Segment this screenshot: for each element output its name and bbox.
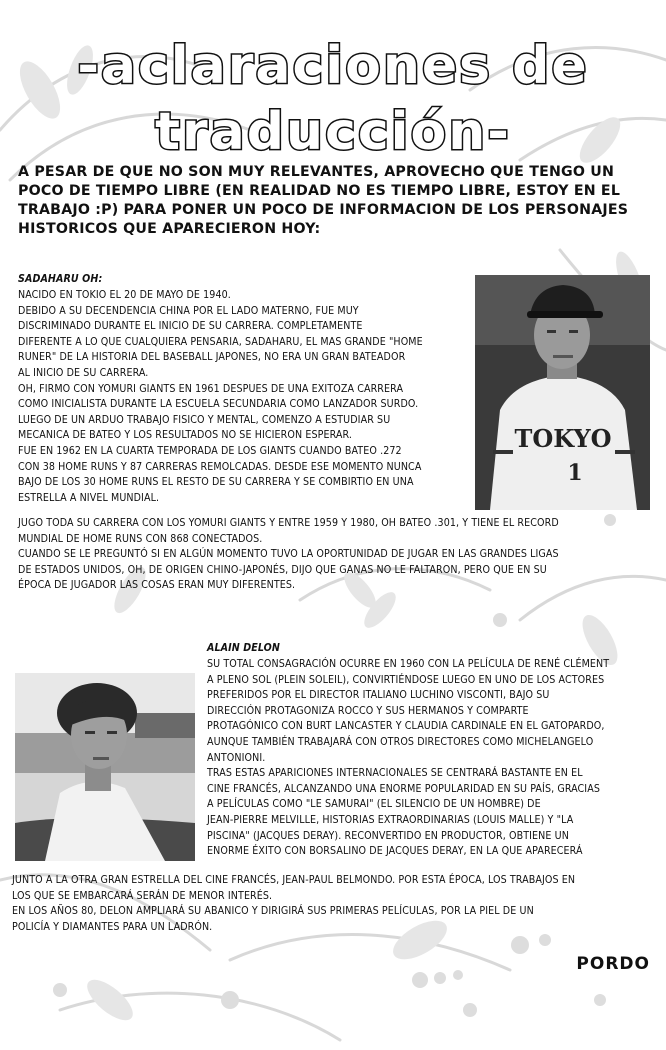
sadaharu-bio-line: AL INICIO DE SU CARRERA. — [18, 367, 149, 379]
alain-bio-line: TRAS ESTAS APARICIONES INTERNACIONALES SE CENTRARÁ BASTANTE EN EL — [207, 767, 583, 780]
alain-bio-line: EN LOS AÑOS 80, DELON AMPLIARÁ SU ABANICO Y DIRIGIRÁ SUS PRIMERAS PELÍCULAS, POR LA PIEL DE UN — [12, 905, 534, 918]
alain-bio-line: DIRECCIÓN PROTAGONIZA ROCCO Y SUS HERMANOS Y COMPARTE — [207, 704, 529, 717]
alain-bio-line: PROTAGÓNICO CON BURT LANCASTER Y CLAUDIA CARDINALE EN EL GATOPARDO, — [207, 720, 605, 733]
jersey-lettering: TOKYO — [514, 424, 612, 453]
sadaharu-bio-line: ESTRELLA A NIVEL MUNDIAL. — [18, 491, 160, 504]
alain-bio-line: JEAN-PIERRE MELVILLE, HISTORIAS EXTRAORDINARIAS (LOUIS MALLE) Y "LA — [207, 814, 574, 826]
sadaharu-bio-line: JUGO TODA SU CARRERA CON LOS YOMURI GIANTS Y ENTRE 1959 Y 1980, OH BATEO .301, Y TIENE EL RECORD — [18, 517, 559, 529]
alain-bio-line: LOS QUE SE EMBARCARÁ SERÁN DE MENOR INTERÉS. — [12, 889, 273, 902]
sadaharu-bio-line: NACIDO EN TOKIO EL 20 DE MAYO DE 1940. — [18, 289, 231, 301]
sadaharu-bio-line: FUE EN 1962 EN LA CUARTA TEMPORADA DE LOS GIANTS CUANDO BATEO .272 — [18, 445, 402, 457]
sadaharu-bio-line: LUEGO DE UN ARDUO TRABAJO FISICO Y MENTAL, COMENZO A ESTUDIAR SU — [18, 413, 391, 426]
sadaharu-bio-line: DE ESTADOS UNIDOS, OH, DE ORIGEN CHINO-JAPONÉS, DIJO QUE GANAS NO LE FALTARON, PERO QUE EN SU — [18, 563, 547, 576]
sadaharu-bio-line: CON 38 HOME RUNS Y 87 CARRERAS REMOLCADAS. DESDE ESE MOMENTO NUNCA — [18, 460, 422, 473]
alain-bio-line: PREFERIDOS POR EL DIRECTOR ITALIANO LUCHINO VISCONTI, BAJO SU — [207, 689, 550, 702]
sadaharu-bio-line: BAJO DE LOS 30 HOME RUNS EL RESTO DE SU CARRERA Y SE COMBIRTIO EN UNA — [18, 476, 414, 489]
alain-heading: ALAIN DELON — [207, 642, 280, 654]
alain-delon-photo — [15, 673, 195, 861]
alain-bio-line: ANTONIONI. — [207, 751, 266, 764]
intro-paragraph: A PESAR DE QUE NO SON MUY RELEVANTES, APROVECHO QUE TENGO UN POCO DE TIEMPO LIBRE (EN REALIDAD NO ES TIEMPO LIBRE, ESTOY EN EL TRABAJO :P) PARA PONER UN POCO DE INFORMACION DE LOS PERSONAJES HISTORICOS QUE APARECIERON HOY: — [18, 164, 629, 237]
sadaharu-bio-line: MUNDIAL DE HOME RUNS CON 868 CONECTADOS. — [18, 532, 263, 545]
sadaharu-bio-line: RUNER" DE LA HISTORIA DEL BASEBALL JAPONES, NO ERA UN GRAN BATEADOR — [18, 351, 406, 364]
sadaharu-bio-line: DIFERENTE A LO QUE CUALQUIERA PENSARIA, SADAHARU, EL MAS GRANDE "HOME — [18, 335, 423, 348]
sadaharu-bio-line: COMO INICIALISTA DURANTE LA ESCUELA SECUNDARIA COMO LANZADOR SURDO. — [18, 398, 419, 411]
sadaharu-bio-line: CUANDO SE LE PREGUNTÓ SI EN ALGÚN MOMENTO TUVO LA OPORTUNIDAD DE JUGAR EN LAS GRANDES LIGAS — [18, 548, 559, 561]
alain-bio-line: A PELÍCULAS COMO "LE SAMURAI" (EL SILENCIO DE UN HOMBRE) DE — [207, 798, 541, 811]
sadaharu-oh-photo — [475, 275, 650, 510]
alain-bio-line: SU TOTAL CONSAGRACIÓN OCURRE EN 1960 CON LA PELÍCULA DE RENÉ CLÉMENT — [207, 658, 610, 670]
sadaharu-bio-line: DISCRIMINADO DURANTE EL INICIO DE SU CARRERA. COMPLETAMENTE — [18, 320, 363, 333]
page-title-line-2: traducción- — [155, 102, 511, 162]
sadaharu-heading: SADAHARU OH: — [18, 273, 103, 285]
alain-bio-line: PISCINA" (JACQUES DERAY). RECONVERTIDO EN PRODUCTOR, OBTIENE UN — [207, 829, 569, 842]
jersey-number: 1 — [567, 460, 583, 486]
signature: PORDO — [576, 954, 650, 974]
sadaharu-photo-art — [475, 275, 650, 510]
alain-photo-art — [15, 673, 195, 861]
alain-bio-line: A PLENO SOL (PLEIN SOLEIL), CONVIRTIÉNDOSE LUEGO EN UNO DE LOS ACTORES — [207, 673, 605, 686]
alain-bio-line: POLICÍA Y DIAMANTES PARA UN LADRÓN. — [12, 920, 213, 933]
sadaharu-bio-line: OH, FIRMO CON YOMURI GIANTS EN 1961 DESPUES DE UNA EXITOZA CARRERA — [18, 382, 404, 395]
page-title-line-1: -aclaraciones de — [77, 36, 589, 96]
alain-bio-line: CINE FRANCÉS, ALCANZANDO UNA ENORME POPULARIDAD EN SU PAÍS, GRACIAS — [207, 782, 600, 795]
sadaharu-bio-line: MECANICA DE BATEO Y LOS RESULTADOS NO SE HICIERON ESPERAR. — [18, 429, 352, 442]
alain-bio-line: JUNTO A LA OTRA GRAN ESTRELLA DEL CINE FRANCÉS, JEAN-PAUL BELMONDO. POR ESTA ÉPOCA, LOS TRABAJOS EN — [12, 874, 576, 886]
sadaharu-bio-line: DEBIDO A SU DECENDENCIA CHINA POR EL LADO MATERNO, FUE MUY — [18, 304, 359, 317]
alain-bio-line: AUNQUE TAMBIÉN TRABAJARÁ CON OTROS DIRECTORES COMO MICHELANGELO — [207, 736, 594, 748]
alain-bio-line: ENORME ÉXITO CON BORSALINO DE JACQUES DERAY, EN LA QUE APARECERÁ — [207, 845, 583, 858]
sadaharu-bio-line: ÉPOCA DE JUGADOR LAS COSAS ERAN MUY DIFERENTES. — [18, 579, 296, 592]
